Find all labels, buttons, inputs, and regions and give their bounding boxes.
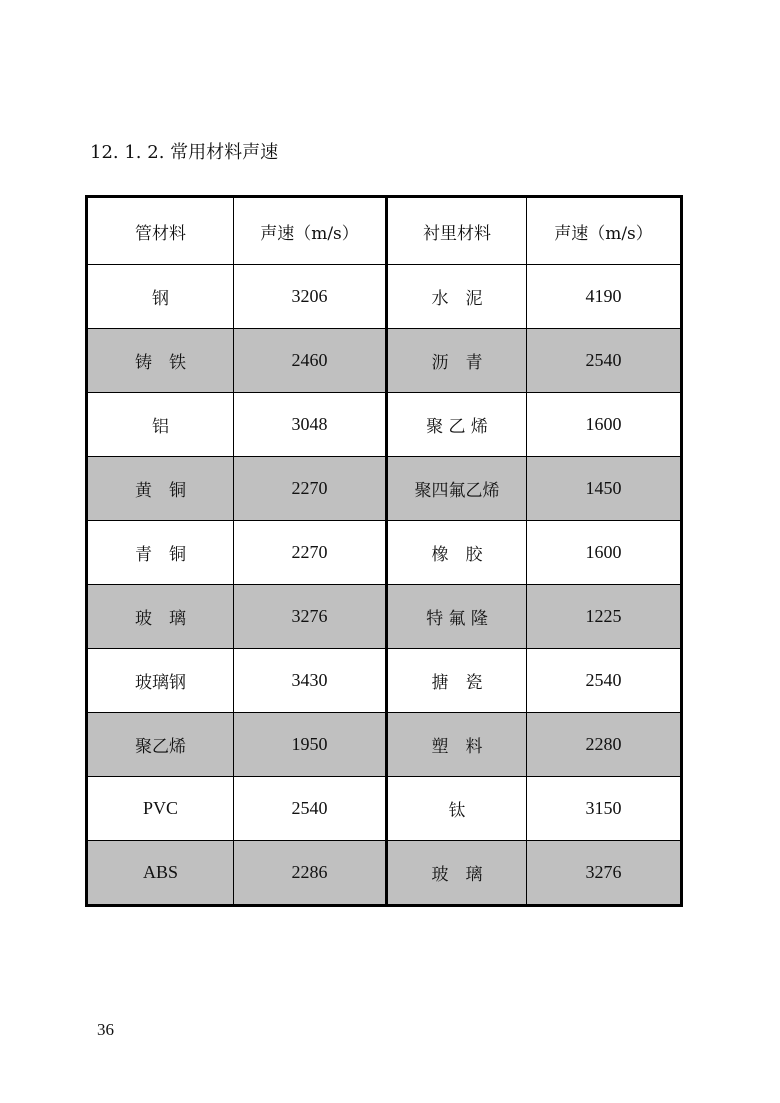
- pipe-material-cell: 青 铜: [87, 521, 234, 585]
- pipe-material-cell: 玻璃钢: [87, 649, 234, 713]
- lining-material-cell: 塑 料: [387, 713, 527, 777]
- table-row: [87, 265, 682, 329]
- lining-material-cell: 聚四氟乙烯: [387, 457, 527, 521]
- pipe-material-cell: 铸 铁: [87, 329, 234, 393]
- pipe-speed-cell: 2460: [234, 329, 387, 393]
- table-row: [87, 841, 682, 906]
- pipe-speed-cell: 3430: [234, 649, 387, 713]
- lining-speed-cell: 1225: [527, 585, 682, 649]
- pipe-speed-cell: 1950: [234, 713, 387, 777]
- lining-speed-cell: 3150: [527, 777, 682, 841]
- header-lining-material: 衬里材料: [387, 197, 527, 265]
- table-row: [87, 713, 682, 777]
- pipe-material-cell: 钢: [87, 265, 234, 329]
- lining-material-cell: 搪 瓷: [387, 649, 527, 713]
- table-row: [87, 777, 682, 841]
- pipe-material-cell: 玻 璃: [87, 585, 234, 649]
- lining-material-cell: 聚 乙 烯: [387, 393, 527, 457]
- pipe-speed-cell: 2270: [234, 521, 387, 585]
- lining-speed-cell: 1600: [527, 393, 682, 457]
- lining-speed-cell: 2540: [527, 329, 682, 393]
- page-number: 36: [97, 1020, 114, 1039]
- section-title: 12. 1. 2. 常用材料声速: [90, 142, 279, 163]
- pipe-material-cell: PVC: [87, 777, 234, 841]
- header-pipe-speed: 声速（m/s）: [234, 197, 387, 265]
- table-row: [87, 521, 682, 585]
- table-row: [87, 393, 682, 457]
- pipe-speed-cell: 3048: [234, 393, 387, 457]
- lining-material-cell: 玻 璃: [387, 841, 527, 906]
- table-header-row: [87, 197, 682, 265]
- pipe-material-cell: 聚乙烯: [87, 713, 234, 777]
- sound-speed-table: [85, 195, 683, 907]
- pipe-material-cell: ABS: [87, 841, 234, 906]
- lining-material-cell: 特 氟 隆: [387, 585, 527, 649]
- pipe-material-cell: 黄 铜: [87, 457, 234, 521]
- lining-material-cell: 沥 青: [387, 329, 527, 393]
- table-body: [87, 265, 682, 906]
- lining-speed-cell: 2540: [527, 649, 682, 713]
- pipe-speed-cell: 3276: [234, 585, 387, 649]
- pipe-material-cell: 铝: [87, 393, 234, 457]
- lining-speed-cell: 1600: [527, 521, 682, 585]
- pipe-speed-cell: 2286: [234, 841, 387, 906]
- lining-material-cell: 水 泥: [387, 265, 527, 329]
- table-row: [87, 329, 682, 393]
- table-row: [87, 585, 682, 649]
- header-lining-speed: 声速（m/s）: [527, 197, 682, 265]
- header-pipe-material: 管材料: [87, 197, 234, 265]
- table-row: [87, 649, 682, 713]
- lining-speed-cell: 4190: [527, 265, 682, 329]
- lining-material-cell: 橡 胶: [387, 521, 527, 585]
- lining-speed-cell: 2280: [527, 713, 682, 777]
- pipe-speed-cell: 3206: [234, 265, 387, 329]
- pipe-speed-cell: 2540: [234, 777, 387, 841]
- lining-speed-cell: 1450: [527, 457, 682, 521]
- lining-material-cell: 钛: [387, 777, 527, 841]
- pipe-speed-cell: 2270: [234, 457, 387, 521]
- table-row: [87, 457, 682, 521]
- lining-speed-cell: 3276: [527, 841, 682, 906]
